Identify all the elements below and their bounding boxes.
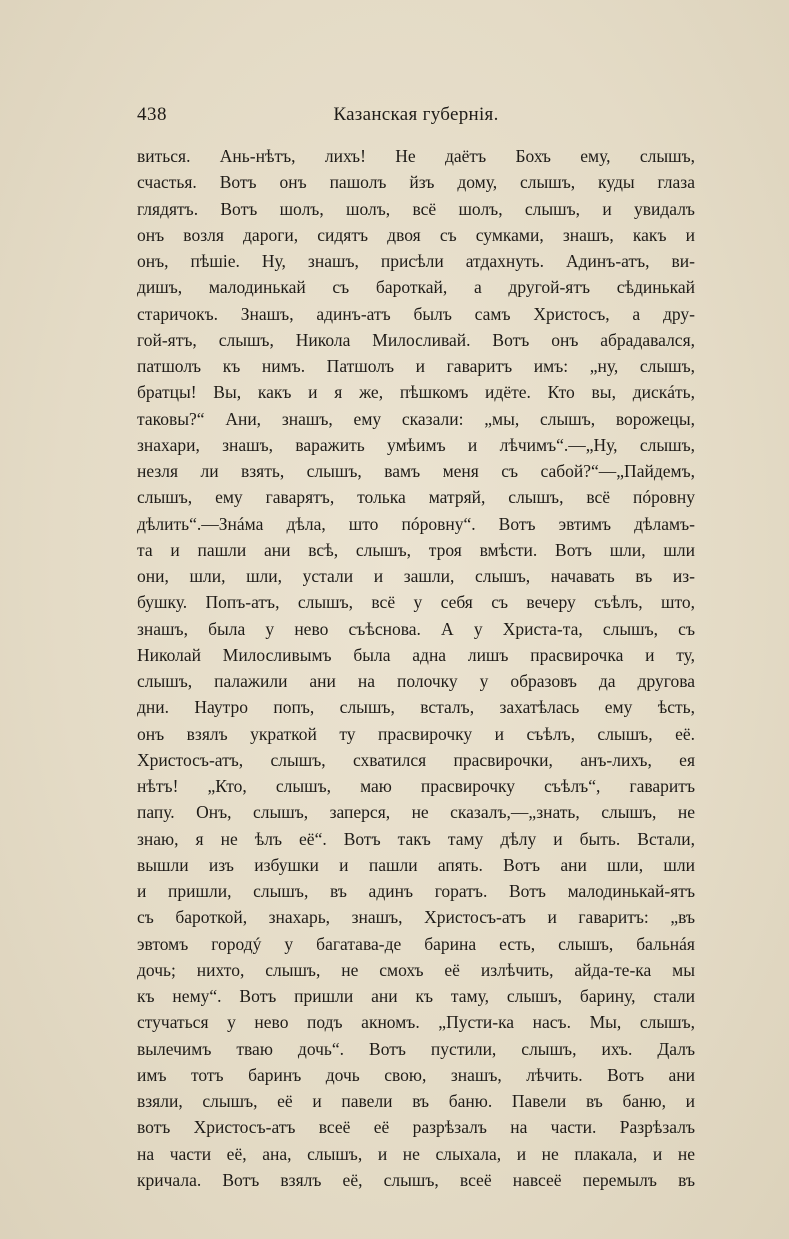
text-line: таковы?“ Ани, знашъ, ему сказали: „мы, слышъ, ворожецы, <box>137 408 695 429</box>
text-line: нѣтъ! „Кто, слышъ, маю прасвирочку съѣлъ“, гаваритъ <box>137 776 695 796</box>
running-head <box>137 100 695 130</box>
text-line: онъ возля дароги, сидятъ двоя съ сумками, знашъ, какъ и <box>137 224 695 245</box>
text-line: гой-ятъ, слышъ, Никола Милосливай. Вотъ онъ абрадавался, <box>137 329 695 350</box>
text-line: знахари, знашъ, варажить умѣимъ и лѣчимъ“.—„Ну, слышъ, <box>137 434 695 455</box>
text-line: стучаться у нево подъ акномъ. „Пусти-ка насъ. Мы, слышъ, <box>137 1012 695 1033</box>
body-text <box>137 143 695 1193</box>
text-line: папу. Онъ, слышъ, заперся, не сказалъ,—„знать, слышъ, не <box>137 802 695 823</box>
text-line: онъ, пѣшiе. Ну, знашъ, присѣли атдахнуть. Адинъ-атъ, ви- <box>137 251 695 271</box>
text-line: дни. Наутро попъ, слышъ, всталъ, захатѣлась ему ѣсть, <box>137 697 695 718</box>
text-line: дочь; нихто, слышъ, не смохъ её излѣчить, айда-те-ка мы <box>137 959 695 980</box>
text-line: знаю, я не ѣлъ её“. Вотъ такъ таму дѣлу и быть. Встали, <box>137 828 695 849</box>
text-line: кричала. Вотъ взялъ её, слышъ, всеё навсеё перемылъ въ <box>137 1169 695 1190</box>
text-line: и пришли, слышъ, въ адинъ горатъ. Вотъ малодинькай-ятъ <box>137 881 695 901</box>
text-line: къ нему“. Вотъ пришли ани къ таму, слышъ, барину, стали <box>137 986 695 1006</box>
text-line: имъ тотъ баринъ дочь свою, знашъ, лѣчить. Вотъ ани <box>137 1064 695 1085</box>
text-line: братцы! Вы, какъ и я же, пѣшкомъ идёте. Кто вы, дискáть, <box>137 382 695 403</box>
text-line: Христосъ-атъ, слышъ, схватился прасвирочки, анъ-лихъ, ея <box>137 749 695 770</box>
text-line: слышъ, ему гаварятъ, толька матряй, слышъ, всё пóровну <box>137 487 695 508</box>
text-line: слышъ, палажили ани на полочку у образовъ да другова <box>137 671 695 691</box>
running-title: Казанская губернiя. <box>333 104 499 125</box>
text-line: дишъ, малодинькай съ бароткай, а другой-ятъ сѣдинькай <box>137 277 695 298</box>
text-line: та и пашли ани всѣ, слышъ, троя вмѣсти. Вотъ шли, шли <box>137 539 695 560</box>
text-line: Николай Милосливымъ была адна лишъ прасвирочка и ту, <box>137 644 695 665</box>
text-line: патшолъ къ нимъ. Патшолъ и гаваритъ имъ: „ну, слышъ, <box>137 356 695 376</box>
text-line: вышли изъ избушки и пашли апять. Вотъ ани шли, шли <box>137 854 695 875</box>
text-line: дѣлить“.—Знáма дѣла, што пóровну“. Вотъ эвтимъ дѣламъ- <box>137 513 695 534</box>
page-number: 438 <box>137 104 167 125</box>
text-line: старичокъ. Знашъ, адинъ-атъ былъ самъ Христосъ, а дру- <box>137 303 695 324</box>
text-line: незля ли взять, слышъ, вамъ меня съ сабой?“—„Пайдемъ, <box>137 461 695 481</box>
text-line: вылечимъ тваю дочь“. Вотъ пустили, слышъ, ихъ. Далъ <box>137 1038 695 1059</box>
text-line: счастья. Вотъ онъ пашолъ йзъ дому, слышъ, куды глаза <box>137 172 695 193</box>
text-line: бушку. Попъ-атъ, слышъ, всё у себя съ вечеру съѣлъ, што, <box>137 592 695 613</box>
text-line: виться. Ань-нѣтъ, лихъ! Не даётъ Бохъ ему, слышъ, <box>137 146 695 166</box>
text-line: онъ взялъ украткой ту прасвирочку и съѣлъ, слышъ, её. <box>137 723 695 744</box>
text-line: вотъ Христосъ-атъ всеё её разрѣзалъ на части. Разрѣзалъ <box>137 1117 695 1138</box>
text-line: на части её, ана, слышъ, и не слыхала, и не плакала, и не <box>137 1143 695 1164</box>
text-line: знашъ, была у нево съѣснова. А у Христа-та, слышъ, съ <box>137 618 695 639</box>
text-line: глядятъ. Вотъ шолъ, шолъ, всё шолъ, слышъ, и увидалъ <box>137 198 695 219</box>
text-line: эвтомъ городý у багатава-де барина есть, слышъ, бальнáя <box>137 933 695 954</box>
text-line: взяли, слышъ, её и павели въ баню. Павели въ баню, и <box>137 1091 695 1111</box>
text-line: съ бароткой, знахарь, знашъ, Христосъ-атъ и гаваритъ: „въ <box>137 907 695 928</box>
text-line: они, шли, шли, устали и зашли, слышъ, начавать въ из- <box>137 566 695 586</box>
